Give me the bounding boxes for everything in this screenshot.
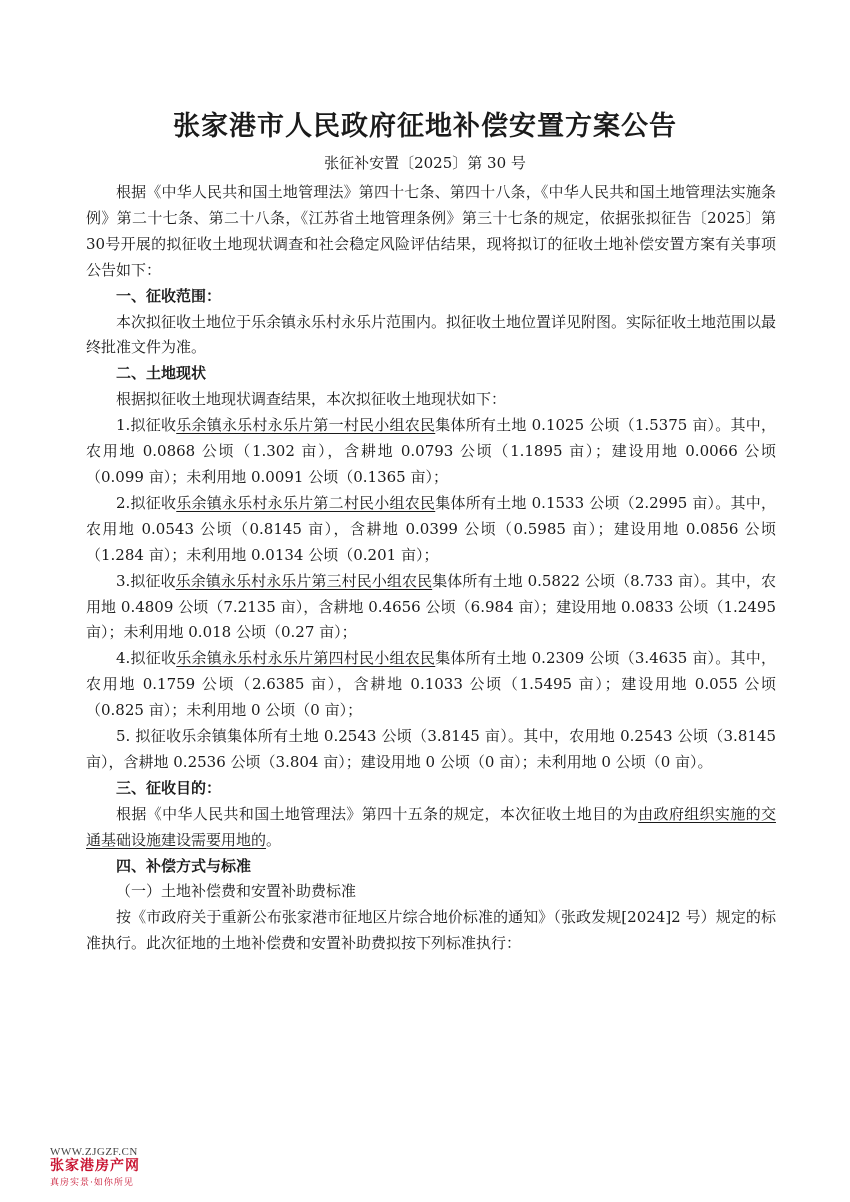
purpose-underline: 由政府组织实施的交通基础设施建设需要用地的 [86,804,776,849]
watermark-brand: 张家港房产网 [50,1158,140,1174]
section-4-heading: 四、补偿方式与标准 [116,856,252,875]
section-3-heading: 三、征收目的： [116,778,222,797]
land-item-2: 2.拟征收乐余镇永乐村永乐片第二村民小组农民集体所有土地 0.1533 公顷（2.2995 亩）。其中，农用地 0.0543 公顷（0.8145 亩），含耕地 0.0399 公顷（0.5985 亩）；建设用地 0.0856 公顷（1.284 亩）；未利用地 0.0134 公顷（0.201 亩）； [86,493,776,564]
document-body [86,180,776,957]
section-4-text: 按《市政府关于重新公布张家港市征地区片综合地价标准的通知》（张政发规[2024]2 号）规定的标准执行。此次征地的土地补偿费和安置补助费拟按下列标准执行： [86,908,776,953]
watermark-logo [50,1146,190,1188]
land-item-1: 1.拟征收乐余镇永乐村永乐片第一村民小组农民集体所有土地 0.1025 公顷（1.5375 亩）。其中，农用地 0.0868 公顷（1.302 亩），含耕地 0.0793 公顷（1.1895 亩）；建设用地 0.0066 公顷（0.099 亩）；未利用地 0.0091 公顷（0.1365 亩）； [86,416,776,486]
owner-underline: 乐余镇永乐村永乐片第一村民小组农民 [176,416,436,435]
land-item-5: 5. 拟征收乐余镇集体所有土地 0.2543 公顷（3.8145 亩）。其中，农用地 0.2543 公顷（3.8145 亩），含耕地 0.2536 公顷（3.804 亩）；建设用地 0 公顷（0 亩）；未利用地 0 公顷（0 亩）。 [86,727,776,771]
document-title: 张家港市人民政府征地补偿安置方案公告 [173,111,677,142]
section-2-intro: 根据拟征收土地现状调查结果，本次拟征收土地现状如下： [116,390,507,409]
owner-underline: 乐余镇永乐村永乐片第三村民小组农民 [175,571,433,590]
watermark-slogan: 真房实景·如你所见 [50,1178,134,1188]
watermark-url: WWW.ZJGZF.CN [50,1146,138,1158]
section-4-subheading: （一）土地补偿费和安置补助费标准 [116,882,357,901]
section-3-text: 根据《中华人民共和国土地管理法》第四十五条的规定，本次征收土地目的为由政府组织实施的交通基础设施建设需要用地的。 [86,804,776,849]
intro-paragraph: 根据《中华人民共和国土地管理法》第四十七条、第四十八条，《中华人民共和国土地管理法实施条例》第二十七条、第二十八条，《江苏省土地管理条例》第三十七条的规定，依据张拟征告〔2025〕第30号开展的拟征收土地现状调查和社会稳定风险评估结果，现将拟订的征收土地补偿安置方案有关事项公告如下： [86,183,776,279]
section-1-heading: 一、征收范围： [116,286,222,305]
land-item-3: 3.拟征收乐余镇永乐村永乐片第三村民小组农民集体所有土地 0.5822 公顷（8.733 亩）。其中，农用地 0.4809 公顷（7.2135 亩），含耕地 0.4656 公顷（6.984 亩）；建设用地 0.0833 公顷（1.2495 亩）；未利用地 0.018 公顷（0.27 亩）； [86,571,777,642]
section-2-heading: 二、土地现状 [116,364,207,383]
owner-underline: 乐余镇永乐村永乐片第二村民小组农民 [176,493,436,512]
land-item-4: 4.拟征收乐余镇永乐村永乐片第四村民小组农民集体所有土地 0.2309 公顷（3.4635 亩）。其中，农用地 0.1759 公顷（2.6385 亩），含耕地 0.1033 公顷（1.5495 亩）；建设用地 0.055 公顷（0.825 亩）；未利用地 0 公顷（0 亩）； [86,649,776,720]
document-number: 张征补安置〔2025〕第 30 号 [324,154,526,172]
owner-underline: 乐余镇永乐村永乐片第四村民小组农民 [176,649,436,668]
section-1-text: 本次拟征收土地位于乐余镇永乐村永乐片范围内。拟征收土地位置详见附图。实际征收土地范围以最终批准文件为准。 [86,312,777,357]
